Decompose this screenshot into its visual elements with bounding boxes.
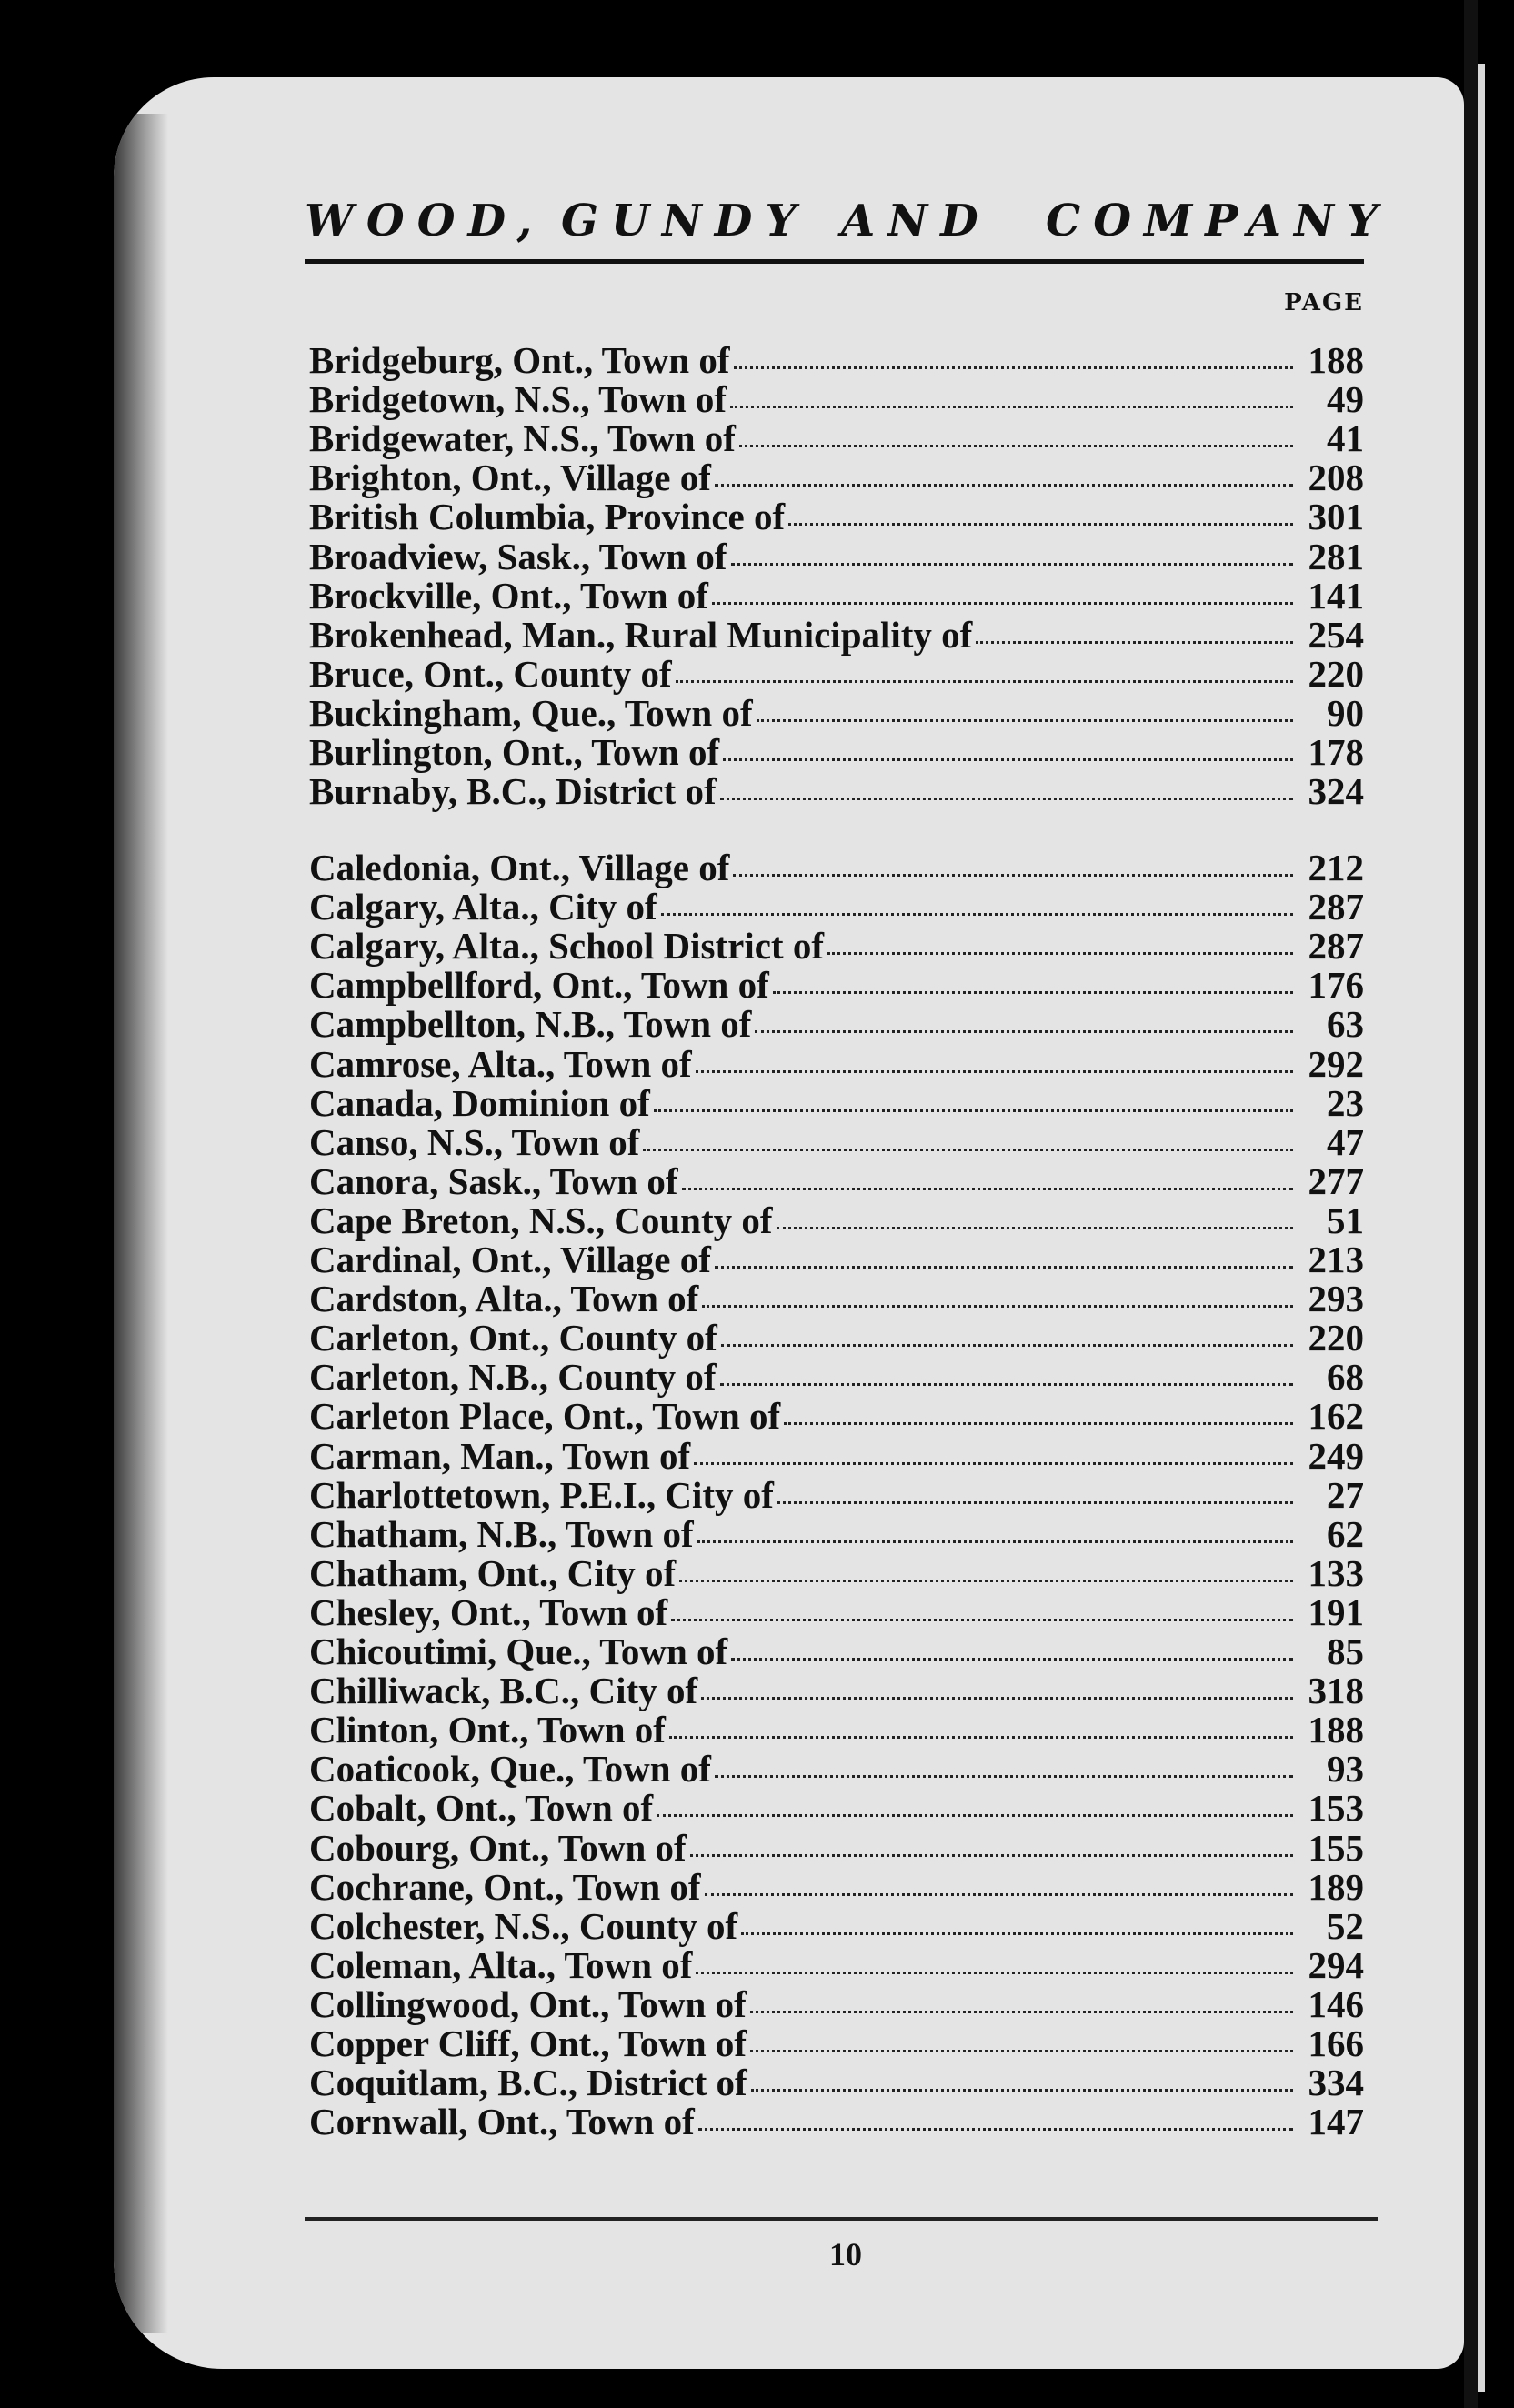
index-entry <box>309 2061 1364 2104</box>
index-entry <box>309 1904 1364 1947</box>
index-entry <box>309 1238 1364 1278</box>
dot-leader <box>721 1344 1293 1347</box>
dot-leader <box>723 758 1293 761</box>
index-entry <box>309 1512 1364 1555</box>
entry-name: Cardston, Alta., Town of <box>309 1278 699 1320</box>
entry-page-number: 281 <box>1308 535 1364 577</box>
entry-page-number: 178 <box>1308 731 1364 773</box>
entry-name: Canora, Sask., Town of <box>309 1159 678 1202</box>
dot-leader <box>654 1109 1293 1112</box>
entry-name: Carman, Man., Town of <box>309 1434 691 1477</box>
index-entry <box>309 1120 1364 1163</box>
entry-name: Chicoutimi, Que., Town of <box>309 1630 728 1672</box>
entry-name: Carleton Place, Ont., Town of <box>309 1395 781 1438</box>
dot-leader <box>731 563 1293 566</box>
page-number: 10 <box>829 2236 862 2273</box>
entry-name: Caledonia, Ont., Village of <box>309 847 730 888</box>
dot-leader <box>750 2050 1293 2052</box>
entry-name: Cornwall, Ont., Town of <box>309 2101 695 2143</box>
dot-leader <box>696 1972 1293 1974</box>
dot-leader <box>682 1188 1293 1190</box>
dot-leader <box>739 445 1293 447</box>
dot-leader <box>697 1540 1293 1543</box>
header-word-2: GUNDY <box>561 196 809 246</box>
entry-page-number: 191 <box>1308 1590 1364 1633</box>
index-entry <box>309 963 1364 1007</box>
dot-leader <box>715 1266 1293 1269</box>
index-entry <box>309 1943 1364 1986</box>
header-word-1: WOOD, <box>305 196 546 246</box>
entry-page-number: 254 <box>1308 613 1364 656</box>
dot-leader <box>741 1932 1293 1935</box>
dot-leader <box>643 1149 1293 1151</box>
entry-name: Burnaby, B.C., District of <box>309 770 717 813</box>
entry-name: Bruce, Ont., County of <box>309 652 672 695</box>
entry-name: Buckingham, Que., Town of <box>309 691 753 734</box>
entry-name: Bridgeburg, Ont., Town of <box>309 339 730 381</box>
entry-name: Cape Breton, N.S., County of <box>309 1199 773 1241</box>
entry-page-number: 277 <box>1308 1159 1364 1202</box>
entry-page-number: 188 <box>1308 339 1364 381</box>
index-entry <box>309 338 1364 381</box>
entry-name: Coquitlam, B.C., District of <box>309 2062 747 2104</box>
entry-name: Carleton, N.B., County of <box>309 1356 717 1399</box>
dot-leader <box>777 1501 1293 1504</box>
entry-page-number: 301 <box>1308 496 1364 538</box>
entry-name: Cochrane, Ont., Town of <box>309 1865 701 1908</box>
entry-page-number: 153 <box>1308 1787 1364 1830</box>
entry-name: Broadview, Sask., Town of <box>309 535 727 577</box>
index-entry <box>309 1473 1364 1516</box>
entry-page-number: 155 <box>1308 1826 1364 1869</box>
dot-leader <box>784 1422 1293 1425</box>
entry-page-number: 318 <box>1308 1670 1364 1712</box>
entry-page-number: 249 <box>1308 1434 1364 1477</box>
entry-page-number: 146 <box>1308 1982 1364 2025</box>
entry-page-number: 294 <box>1308 1943 1364 1986</box>
index-entry <box>309 495 1364 538</box>
dot-leader <box>730 406 1293 408</box>
dot-leader <box>751 2089 1293 2092</box>
dot-leader <box>715 484 1293 487</box>
entry-page-number: 324 <box>1308 770 1364 813</box>
entry-name: Canso, N.S., Town of <box>309 1120 640 1163</box>
entry-page-number: 162 <box>1308 1395 1364 1438</box>
entry-page-number: 166 <box>1308 2022 1364 2064</box>
running-header <box>305 196 1391 264</box>
entry-name: Collingwood, Ont., Town of <box>309 1982 747 2025</box>
entry-page-number: 293 <box>1308 1278 1364 1320</box>
entry-page-number: 62 <box>1327 1512 1364 1555</box>
index-entry <box>309 885 1364 928</box>
index-entry <box>309 1316 1364 1360</box>
index-entry <box>309 1982 1364 2025</box>
dot-leader <box>720 798 1293 800</box>
index-entry <box>309 377 1364 421</box>
index-entry <box>309 1002 1364 1046</box>
index-entry <box>309 730 1364 773</box>
dot-leader <box>827 952 1293 955</box>
index-entry <box>309 1434 1364 1477</box>
entry-name: Chilliwack, B.C., City of <box>309 1670 698 1712</box>
dot-leader <box>698 2128 1293 2131</box>
index-entry <box>309 613 1364 656</box>
entry-page-number: 188 <box>1308 1709 1364 1751</box>
dot-leader <box>715 1775 1293 1778</box>
dot-leader <box>757 719 1293 722</box>
index-entry <box>309 2100 1364 2143</box>
index-entry <box>309 1630 1364 1670</box>
entry-page-number: 141 <box>1308 574 1364 617</box>
dot-leader <box>701 1697 1293 1700</box>
entry-page-number: 176 <box>1308 964 1364 1007</box>
index-entry <box>309 1786 1364 1830</box>
entry-page-number: 51 <box>1327 1199 1364 1241</box>
index-entry <box>309 1708 1364 1751</box>
index-entry <box>309 1355 1364 1399</box>
index-entry <box>309 1747 1364 1791</box>
entry-name: Cobalt, Ont., Town of <box>309 1787 654 1830</box>
entry-page-number: 208 <box>1308 457 1364 499</box>
entry-page-number: 292 <box>1308 1042 1364 1085</box>
adjacent-page-spine <box>1478 64 1485 2392</box>
entry-name: Chatham, N.B., Town of <box>309 1512 694 1555</box>
index-entry <box>309 924 1364 968</box>
index-entry <box>309 769 1364 813</box>
adjacent-page-edge <box>1464 0 1478 2408</box>
index-entry <box>309 652 1364 695</box>
entry-name: Brighton, Ont., Village of <box>309 457 711 499</box>
index-entry <box>309 846 1364 886</box>
entry-name: Chatham, Ont., City of <box>309 1551 677 1594</box>
entry-page-number: 93 <box>1327 1748 1364 1791</box>
dot-leader <box>976 641 1293 644</box>
dot-leader <box>755 1030 1293 1033</box>
dot-leader <box>669 1736 1293 1739</box>
dot-leader <box>733 874 1293 877</box>
dot-leader <box>705 1893 1293 1896</box>
dot-leader <box>694 1462 1293 1465</box>
index-entry <box>309 1042 1364 1085</box>
dot-leader <box>788 523 1293 526</box>
dot-leader <box>657 1814 1293 1817</box>
entry-page-number: 189 <box>1308 1865 1364 1908</box>
entry-name: Cobourg, Ont., Town of <box>309 1826 687 1869</box>
entry-name: Bridgewater, N.S., Town of <box>309 417 736 460</box>
index-entry <box>309 1551 1364 1594</box>
entry-name: Brockville, Ont., Town of <box>309 574 708 617</box>
entry-name: Coaticook, Que., Town of <box>309 1748 711 1791</box>
index-entry <box>309 416 1364 460</box>
entry-name: Bridgetown, N.S., Town of <box>309 378 727 421</box>
entry-page-number: 213 <box>1308 1239 1364 1280</box>
entry-page-number: 334 <box>1308 2062 1364 2104</box>
header-word-3: AND <box>841 196 991 246</box>
entry-page-number: 287 <box>1308 886 1364 928</box>
entry-page-number: 85 <box>1327 1630 1364 1672</box>
entry-page-number: 68 <box>1327 1356 1364 1399</box>
footer-rule <box>305 2217 1378 2221</box>
index-entry <box>309 1590 1364 1633</box>
entry-page-number: 63 <box>1327 1003 1364 1046</box>
dot-leader <box>702 1305 1293 1308</box>
entry-page-number: 52 <box>1327 1904 1364 1947</box>
entry-page-number: 90 <box>1327 691 1364 734</box>
entry-name: Coleman, Alta., Town of <box>309 1943 693 1986</box>
entry-page-number: 49 <box>1327 378 1364 421</box>
index-entry <box>309 1081 1364 1124</box>
entry-name: Canada, Dominion of <box>309 1081 650 1124</box>
binding-shadow <box>114 114 168 2333</box>
dot-leader <box>750 2011 1293 2013</box>
header-word-4: COMPANY <box>1046 196 1391 246</box>
entry-page-number: 47 <box>1327 1120 1364 1163</box>
dot-leader <box>720 1383 1293 1386</box>
entry-page-number: 212 <box>1308 847 1364 888</box>
entry-name: Calgary, Alta., City of <box>309 886 657 928</box>
dot-leader <box>777 1227 1294 1229</box>
entry-name: Colchester, N.S., County of <box>309 1904 738 1947</box>
dot-leader <box>696 1070 1293 1073</box>
dot-leader <box>712 602 1293 605</box>
dot-leader <box>671 1619 1293 1621</box>
index-entry <box>309 1394 1364 1438</box>
index-entry <box>309 691 1364 734</box>
entry-name: Carleton, Ont., County of <box>309 1317 717 1360</box>
index-entry <box>309 456 1364 499</box>
entry-page-number: 287 <box>1308 925 1364 968</box>
dot-leader <box>773 991 1293 994</box>
dot-leader <box>676 680 1293 683</box>
entry-name: Camrose, Alta., Town of <box>309 1042 692 1085</box>
index-entry <box>309 1865 1364 1908</box>
entry-name: Clinton, Ont., Town of <box>309 1709 666 1751</box>
entry-page-number: 23 <box>1327 1081 1364 1124</box>
entry-page-number: 220 <box>1308 652 1364 695</box>
page-column-label: PAGE <box>1284 289 1364 316</box>
index-entry <box>309 1826 1364 1869</box>
entry-name: Cardinal, Ont., Village of <box>309 1239 711 1280</box>
entry-name: Copper Cliff, Ont., Town of <box>309 2022 747 2064</box>
dot-leader <box>661 913 1293 916</box>
dot-leader <box>734 366 1294 369</box>
entry-name: Burlington, Ont., Town of <box>309 731 720 773</box>
entry-page-number: 220 <box>1308 1317 1364 1360</box>
index-entry <box>309 2022 1364 2062</box>
index-entry <box>309 1277 1364 1320</box>
index-entry <box>309 574 1364 617</box>
entry-name: Campbellford, Ont., Town of <box>309 964 769 1007</box>
dot-leader <box>731 1658 1293 1661</box>
entry-name: Charlottetown, P.E.I., City of <box>309 1473 774 1516</box>
entry-page-number: 133 <box>1308 1551 1364 1594</box>
dot-leader <box>690 1854 1293 1857</box>
entry-name: Calgary, Alta., School District of <box>309 925 824 968</box>
entry-name: Chesley, Ont., Town of <box>309 1590 668 1633</box>
index-entry <box>309 1199 1364 1239</box>
entry-page-number: 147 <box>1308 2101 1364 2143</box>
dot-leader <box>679 1580 1293 1582</box>
entry-name: Brokenhead, Man., Rural Municipality of <box>309 613 973 656</box>
entry-page-number: 27 <box>1327 1473 1364 1516</box>
entry-name: Campbellton, N.B., Town of <box>309 1003 752 1046</box>
index-entry <box>309 1159 1364 1202</box>
index-entry <box>309 1669 1364 1712</box>
entry-name: British Columbia, Province of <box>309 496 786 538</box>
entry-page-number: 41 <box>1327 417 1364 460</box>
index-entry <box>309 535 1364 575</box>
